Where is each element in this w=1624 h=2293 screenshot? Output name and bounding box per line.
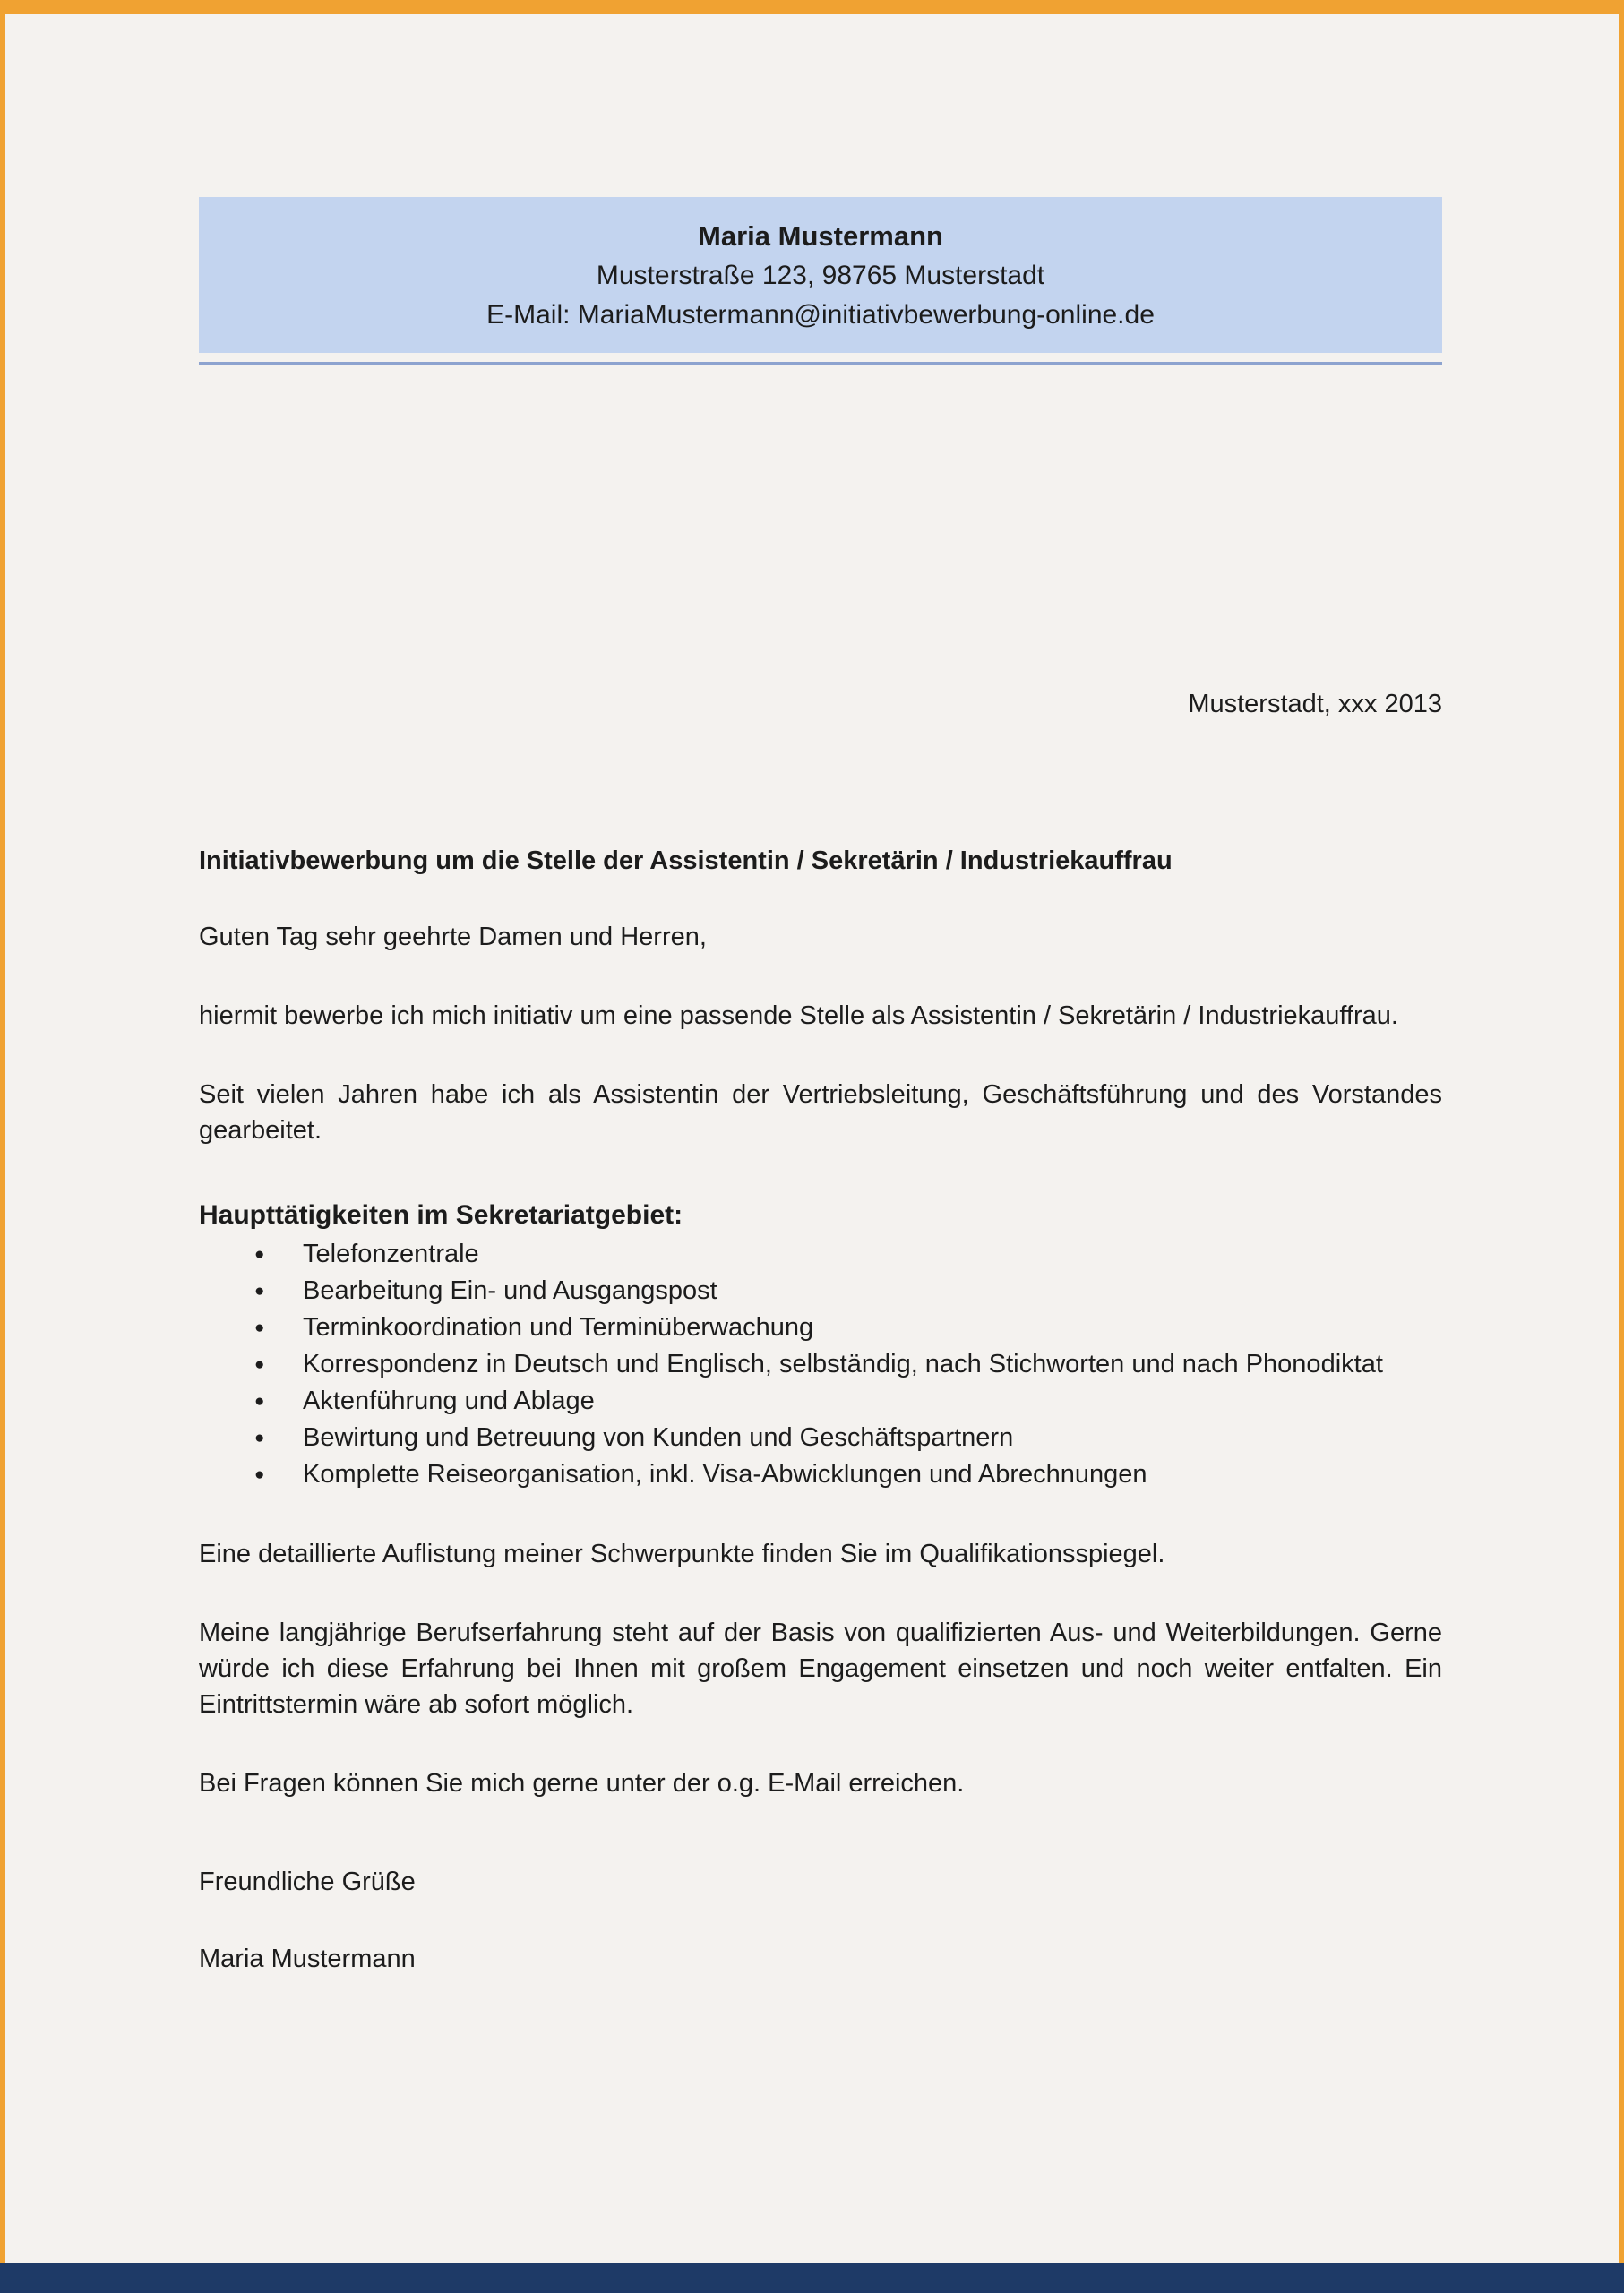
duty-text: Telefonzentrale: [303, 1240, 479, 1268]
right-frame-edge: [1619, 0, 1624, 2293]
list-item: [254, 1310, 1442, 1346]
subject-line: Initiativbewerbung um die Stelle der Assistentin / Sekretärin / Industriekauffrau: [199, 846, 1173, 875]
bullet-icon: ●: [254, 1282, 265, 1301]
list-item: [254, 1456, 1442, 1493]
sender-name: Maria Mustermann: [698, 220, 943, 252]
duties-heading: Haupttätigkeiten im Sekretariatgebiet:: [199, 1200, 683, 1230]
signature-name: Maria Mustermann: [199, 1945, 416, 1973]
top-frame-bar: [0, 0, 1624, 14]
list-item: [254, 1383, 1442, 1420]
list-item: [254, 1420, 1442, 1456]
paragraph-experience: Seit vielen Jahren habe ich als Assistentin der Vertriebsleitung, Geschäftsführung und des Vorstandes gearbeitet.: [199, 1080, 1442, 1145]
bullet-icon: ●: [254, 1355, 265, 1374]
paragraph-intro: hiermit bewerbe ich mich initiativ um eine passende Stelle als Assistentin / Sekretärin / Industriekauffrau.: [199, 1001, 1398, 1030]
duty-text: Korrespondenz in Deutsch und Englisch, selbständig, nach Stichworten und nach Phonodiktat: [303, 1350, 1383, 1378]
bullet-icon: ●: [254, 1318, 265, 1337]
duty-text: Terminkoordination und Terminüberwachung: [303, 1313, 814, 1342]
duty-text: Bearbeitung Ein- und Ausgangspost: [303, 1276, 717, 1305]
list-item: [254, 1273, 1442, 1310]
date-line: Musterstadt, xxx 2013: [1188, 690, 1442, 718]
header-divider: [199, 362, 1442, 365]
paragraph-contact: Bei Fragen können Sie mich gerne unter der o.g. E-Mail erreichen.: [199, 1769, 965, 1798]
list-item: [254, 1236, 1442, 1273]
bullet-icon: ●: [254, 1392, 265, 1411]
closing-line: Freundliche Grüße: [199, 1868, 416, 1896]
duty-text: Komplette Reiseorganisation, inkl. Visa-Abwicklungen und Abrechnungen: [303, 1460, 1147, 1489]
bottom-frame-bar: [0, 2263, 1624, 2293]
duty-text: Aktenführung und Ablage: [303, 1387, 595, 1415]
sender-address: Musterstraße 123, 98765 Musterstadt: [596, 261, 1045, 290]
list-item: [254, 1346, 1442, 1383]
paragraph-background: Meine langjährige Berufserfahrung steht auf der Basis von qualifizierten Aus- und Weiterbildungen. Gerne würde ich diese Erfahrung bei Ihnen mit großem Engagement einsetzen und noch weiter entfalten. Ein Eintrittstermin wäre ab sofort möglich.: [199, 1619, 1442, 1719]
bullet-icon: ●: [254, 1465, 265, 1484]
sender-email: E-Mail: MariaMustermann@initiativbewerbung-online.de: [486, 300, 1155, 330]
bullet-icon: ●: [254, 1245, 265, 1264]
sender-header: [199, 197, 1442, 353]
letter-content: [199, 14, 1442, 1977]
salutation: Guten Tag sehr geehrte Damen und Herren,: [199, 923, 707, 951]
duties-list: [254, 1236, 1442, 1493]
paragraph-qualifications: Eine detaillierte Auflistung meiner Schwerpunkte finden Sie im Qualifikationsspiegel.: [199, 1540, 1165, 1568]
left-frame-edge: [0, 0, 5, 2293]
duty-text: Bewirtung und Betreuung von Kunden und Geschäftspartnern: [303, 1423, 1014, 1452]
bullet-icon: ●: [254, 1429, 265, 1447]
